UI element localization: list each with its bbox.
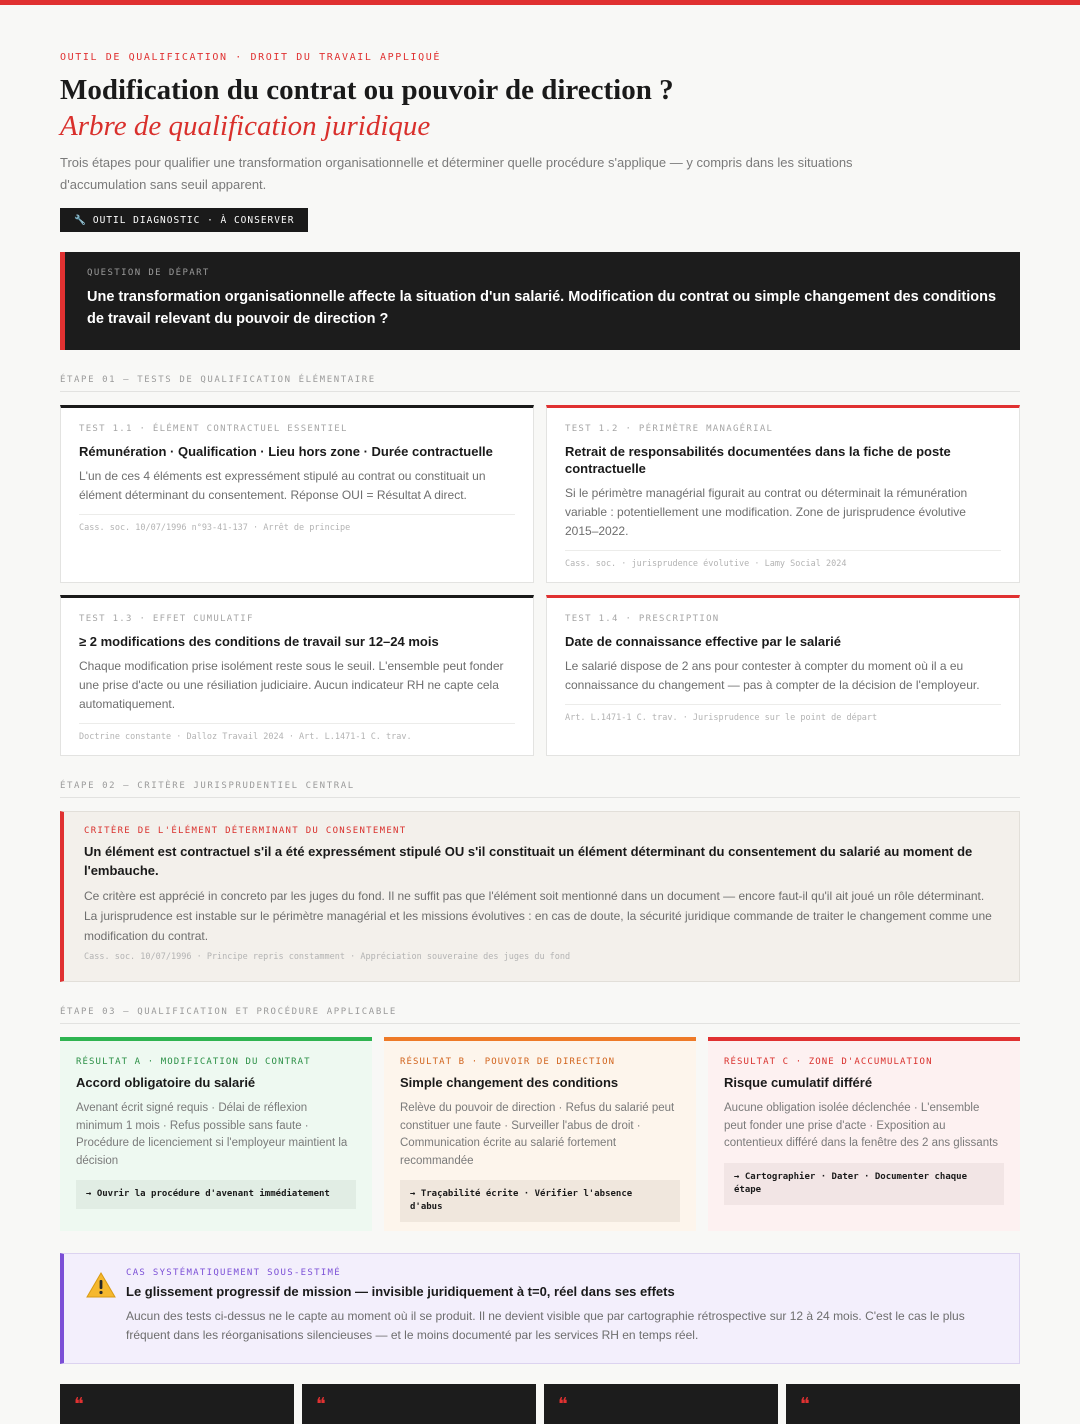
criterion-description: Ce critère est apprécié in concreto par les juges du fond. Il ne suffit pas que l'élément soit mentionné dans un document — encore faut-il qu'il ait joué un rôle déterminant. La jurisprudence est instable sur le périmètre managérial et les missions évolutives : en cas de doute, la sécurité juridique commande de traiter le changement comme une modification du contrat.: [84, 889, 992, 943]
test-title: Rémunération · Qualification · Lieu hors zone · Durée contractuelle: [79, 444, 493, 459]
diagnostic-tag-label: OUTIL DIAGNOSTIC · À CONSERVER: [92, 214, 295, 226]
result-title: Simple changement des conditions: [400, 1075, 619, 1090]
result-label: RÉSULTAT C · ZONE D'ACCUMULATION: [724, 1057, 933, 1067]
test-card-1-1: [60, 405, 534, 583]
result-action: → Cartographier · Dater · Documenter chaque étape: [724, 1163, 1004, 1205]
result-title: Risque cumulatif différé: [724, 1075, 873, 1090]
result-action: → Ouvrir la procédure d'avenant immédiatement: [76, 1180, 356, 1209]
quote-tile: [786, 1384, 1020, 1424]
result-action: → Traçabilité écrite · Vérifier l'absence d'abus: [400, 1180, 680, 1222]
test-reference: Cass. soc. 10/07/1996 n°93-41-137 · Arrêt de principe: [79, 523, 351, 533]
test-description: Le salarié dispose de 2 ans pour contester à compter du moment où il a eu connaissance du changement — pas à compter de la décision de l'employeur.: [565, 657, 1001, 705]
result-a-card: [60, 1037, 372, 1231]
quote-tile: [544, 1384, 778, 1424]
step3-heading: ÉTAPE 03 — QUALIFICATION ET PROCÉDURE APPLICABLE: [60, 1007, 1020, 1024]
step1-heading: ÉTAPE 01 — TESTS DE QUALIFICATION ÉLÉMENTAIRE: [60, 375, 1020, 392]
test-title: Retrait de responsabilités documentées dans la fiche de poste contractuelle: [565, 444, 951, 476]
test-label: TEST 1.1 · ÉLÉMENT CONTRACTUEL ESSENTIEL: [79, 424, 348, 434]
test-reference: Doctrine constante · Dalloz Travail 2024 · Art. L.1471-1 C. trav.: [79, 732, 412, 742]
quote-icon: ❝: [558, 1394, 568, 1414]
page-subtitle: Arbre de qualification juridique: [60, 110, 431, 142]
quote-icon: ❝: [316, 1394, 326, 1414]
warning-icon: [86, 1272, 116, 1298]
step2-heading: ÉTAPE 02 — CRITÈRE JURISPRUDENTIEL CENTRAL: [60, 781, 1020, 798]
quote-icon: ❝: [800, 1394, 810, 1414]
question-text: Une transformation organisationnelle affecte la situation d'un salarié. Modification du contrat ou simple changement des conditions de travail relevant du pouvoir de direction ?: [87, 289, 997, 327]
result-label: RÉSULTAT B · POUVOIR DE DIRECTION: [400, 1057, 616, 1067]
test-card-1-4: [546, 595, 1020, 756]
test-description: Chaque modification prise isolément reste sous le seuil. L'ensemble peut fonder une prise d'acte ou une résiliation judiciaire. Aucun indicateur RH ne capte cela automatiquement.: [79, 657, 515, 724]
test-description: Si le périmètre managérial figurait au contrat ou déterminait la rémunération variable : potentiellement une modification. Zone de jurisprudence évolutive 2015–2022.: [565, 484, 1001, 551]
criterion-title: Un élément est contractuel s'il a été expressément stipulé OU s'il constituait un élément déterminant du consentement du salarié au moment de l'embauche.: [84, 844, 973, 878]
central-criterion: [60, 811, 1020, 982]
result-description: Avenant écrit signé requis · Délai de réflexion minimum 1 mois · Refus possible sans faute · Procédure de licenciement si l'employeur maintient la décision: [76, 1102, 348, 1167]
warning-label: CAS SYSTÉMATIQUEMENT SOUS-ESTIMÉ: [126, 1268, 341, 1278]
test-card-1-2: [546, 405, 1020, 583]
test-title: ≥ 2 modifications des conditions de travail sur 12–24 mois: [79, 634, 439, 649]
warning-title: Le glissement progressif de mission — invisible juridiquement à t=0, réel dans ses effets: [126, 1284, 675, 1299]
test-card-1-3: [60, 595, 534, 756]
eyebrow: OUTIL DE QUALIFICATION · DROIT DU TRAVAIL APPLIQUÉ: [60, 52, 442, 63]
quote-tile: [302, 1384, 536, 1424]
result-c-card: [708, 1037, 1020, 1231]
warning-callout: [60, 1253, 1020, 1364]
diagnostic-tag: [60, 208, 308, 232]
result-description: Aucune obligation isolée déclenchée · L'ensemble peut fonder une prise d'acte · Exposition au contentieux différé dans la fenêtre des 2 ans glissants: [724, 1102, 999, 1149]
quote-icon: ❝: [74, 1394, 84, 1414]
page-title: Modification du contrat ou pouvoir de direction ?: [60, 74, 674, 106]
test-reference: Art. L.1471-1 C. trav. · Jurisprudence sur le point de départ: [565, 713, 878, 723]
test-label: TEST 1.2 · PÉRIMÈTRE MANAGÉRIAL: [565, 424, 774, 434]
test-title: Date de connaissance effective par le salarié: [565, 634, 842, 649]
wrench-icon: 🔧: [74, 214, 87, 226]
warning-description: Aucun des tests ci-dessus ne le capte au moment où il se produit. Il ne devient visible que par cartographie rétrospective sur 12 à 24 mois. C'est le cas le plus fréquent dans les réorganisations silencieuses — et le moins documenté par les services RH en temps réel.: [126, 1309, 965, 1342]
intro-text: Trois étapes pour qualifier une transformation organisationnelle et déterminer quelle procédure s'applique — y compris dans les situations d'accumulation sans seuil apparent.: [60, 155, 853, 192]
test-reference: Cass. soc. · jurisprudence évolutive · Lamy Social 2024: [565, 559, 847, 569]
test-description: L'un de ces 4 éléments est expressément stipulé au contrat ou constituait un élément déterminant du consentement. Réponse OUI = Résultat A direct.: [79, 467, 515, 515]
starting-question: [60, 252, 1020, 350]
test-label: TEST 1.4 · PRESCRIPTION: [565, 614, 720, 624]
result-title: Accord obligatoire du salarié: [76, 1075, 256, 1090]
question-label: QUESTION DE DÉPART: [87, 268, 210, 278]
result-description: Relève du pouvoir de direction · Refus du salarié peut constituer une faute · Surveiller l'abus de droit · Communication écrite au salarié fortement recommandée: [400, 1102, 675, 1167]
result-b-card: [384, 1037, 696, 1231]
result-label: RÉSULTAT A · MODIFICATION DU CONTRAT: [76, 1057, 311, 1067]
criterion-reference: Cass. soc. 10/07/1996 · Principe repris constamment · Appréciation souveraine des juges du fond: [84, 952, 571, 962]
test-label: TEST 1.3 · EFFET CUMULATIF: [79, 614, 254, 624]
top-accent-bar: [0, 0, 1080, 5]
quote-tile: [60, 1384, 294, 1424]
criterion-label: CRITÈRE DE L'ÉLÉMENT DÉTERMINANT DU CONSENTEMENT: [84, 826, 407, 836]
